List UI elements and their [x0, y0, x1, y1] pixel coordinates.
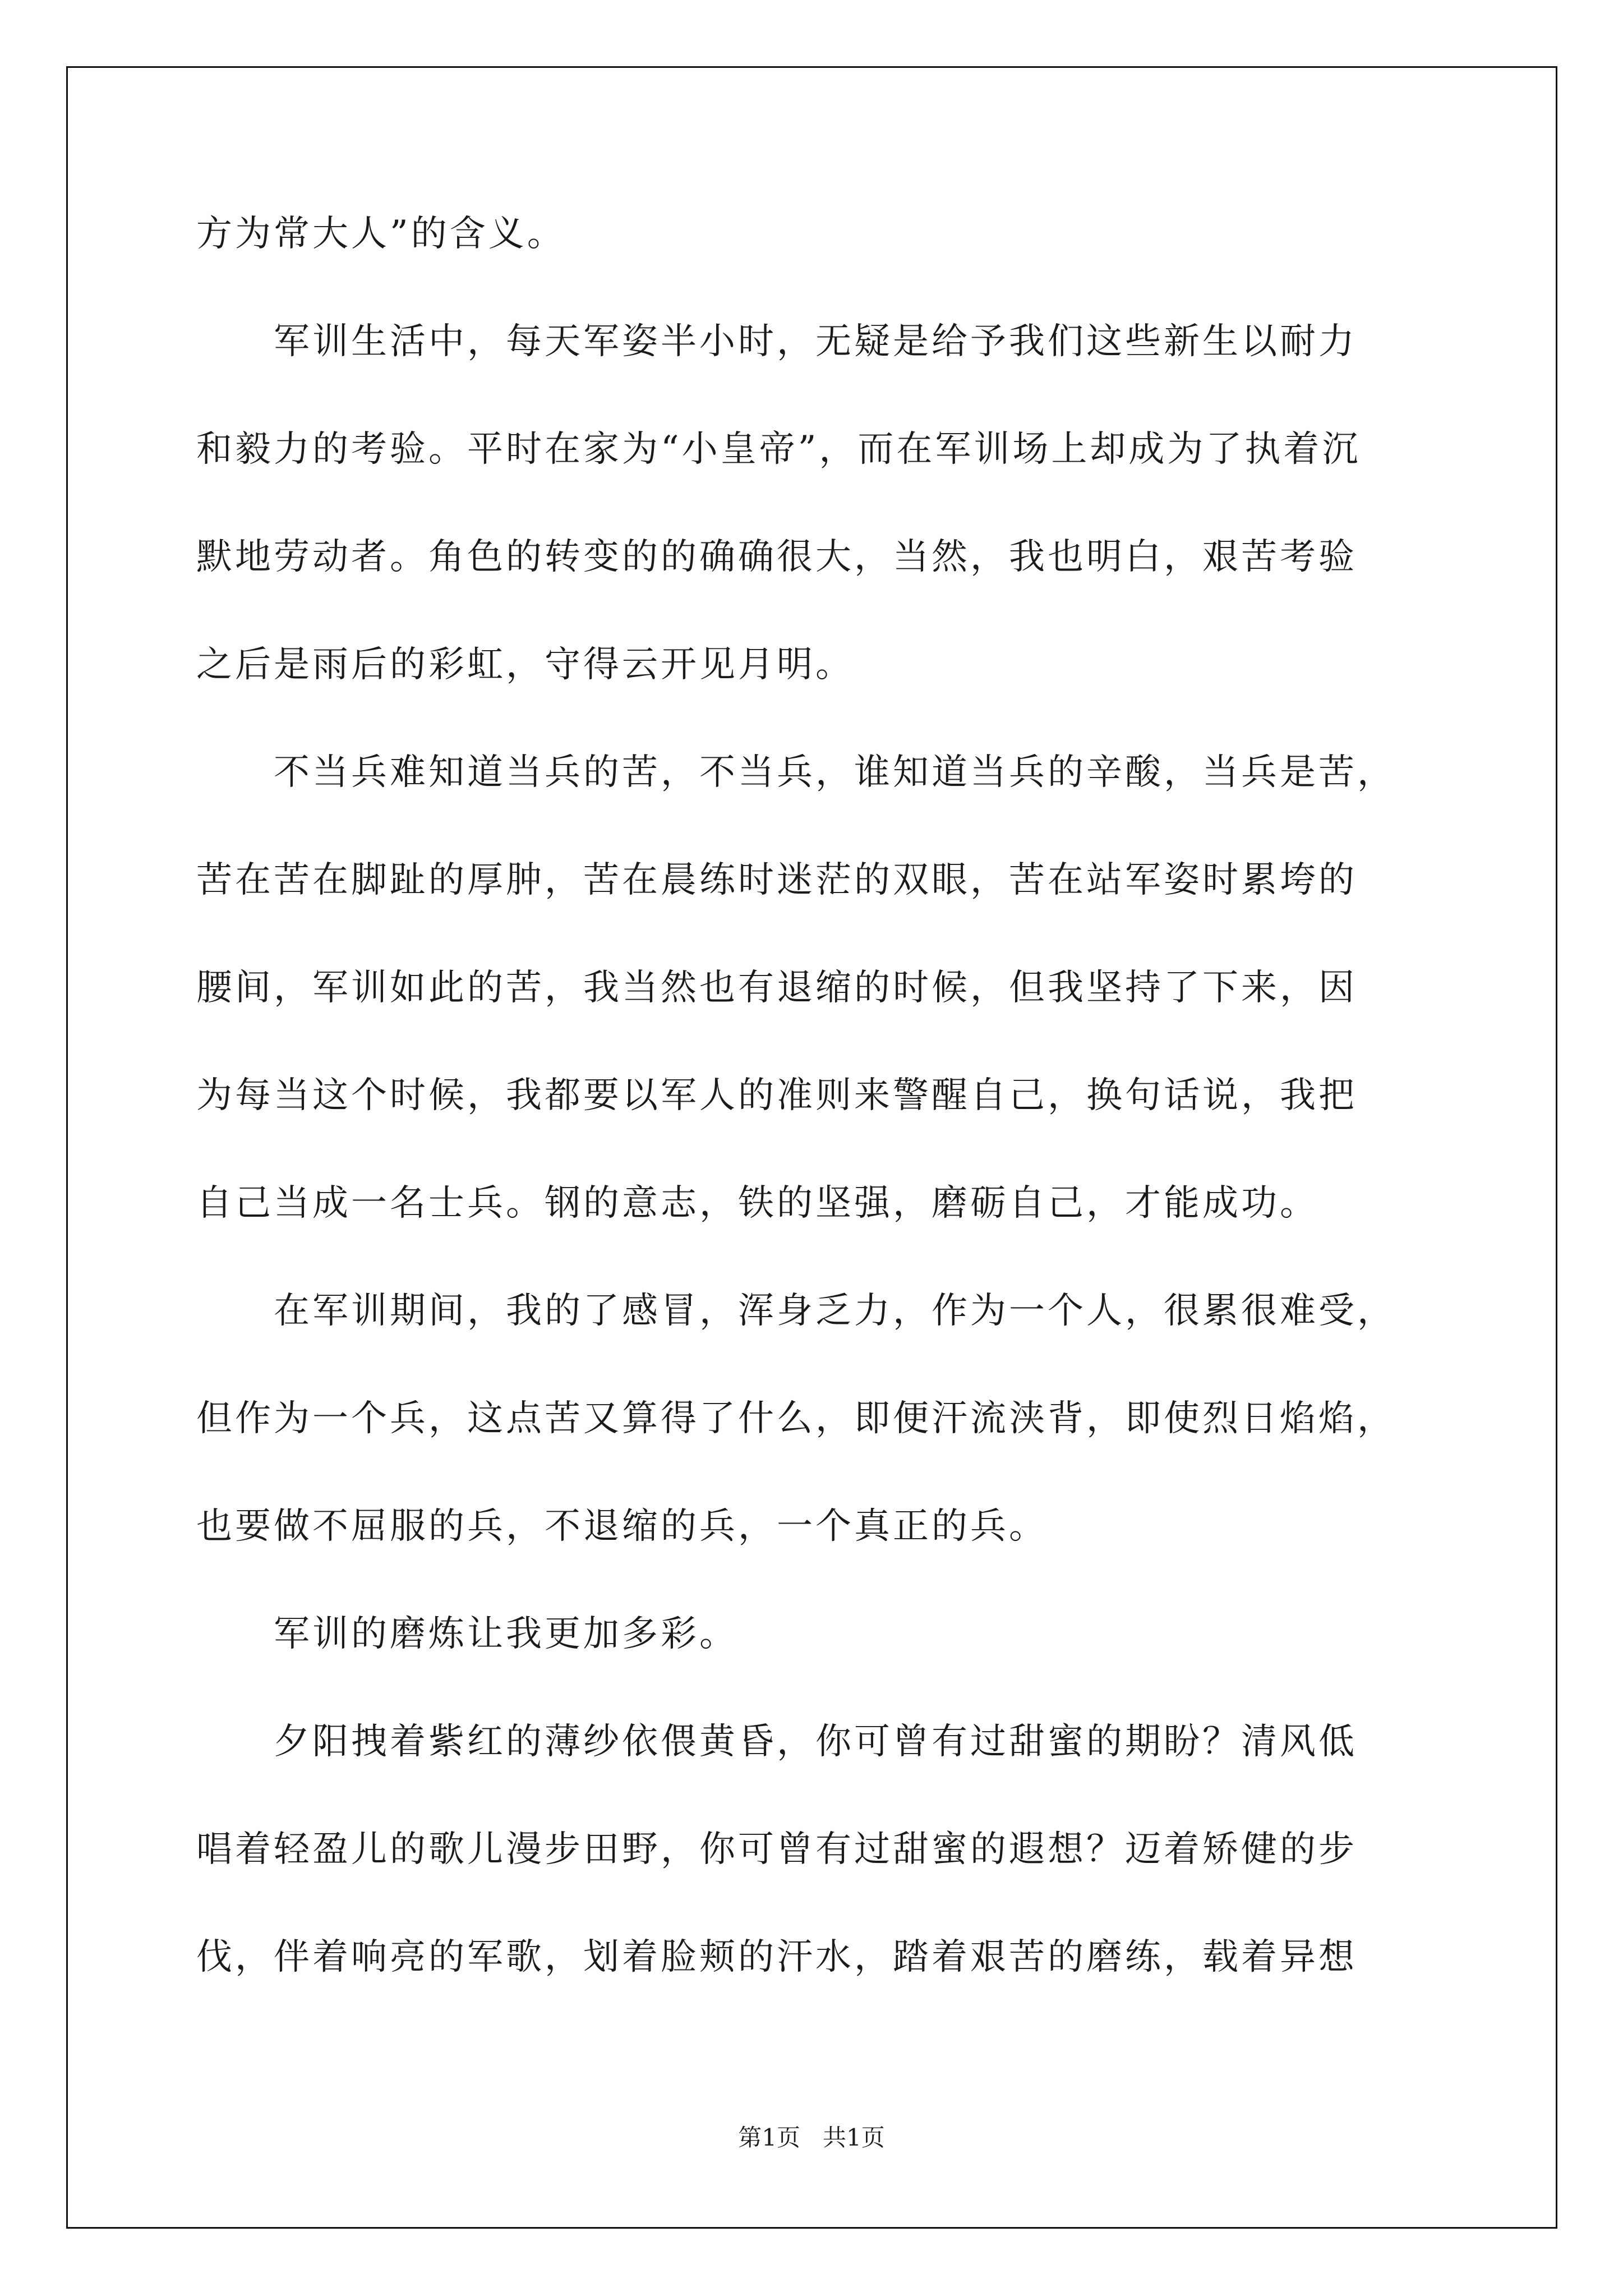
page-number: 第1页 [738, 2124, 800, 2151]
text-line-15: 夕阳拽着紫红的薄纱依偎黄昏，你可曾有过甜蜜的期盼？清风低 [196, 1721, 1357, 1763]
text-line-12: 但作为一个兵，这点苦又算得了什么，即便汗流浃背，即使烈日焰焰， [196, 1398, 1396, 1439]
text-line-11: 在军训期间，我的了感冒，浑身乏力，作为一个人，很累很难受， [196, 1290, 1396, 1332]
text-line-2: 军训生活中，每天军姿半小时，无疑是给予我们这些新生以耐力 [196, 321, 1357, 362]
text-line-4: 默地劳动者。角色的转变的的确确很大，当然，我也明白，艰苦考验 [196, 536, 1357, 578]
text-line-1: 方为常大人”的含义。 [196, 213, 566, 255]
text-line-5: 之后是雨后的彩虹，守得云开见月明。 [196, 644, 854, 685]
text-line-3: 和毅力的考验。平时在家为“小皇帝”，而在军训场上却成为了执着沉 [196, 429, 1361, 470]
text-line-9: 为每当这个时候，我都要以军人的准则来警醒自己，换句话说，我把 [196, 1075, 1357, 1116]
text-line-16: 唱着轻盈儿的歌儿漫步田野，你可曾有过甜蜜的遐想？迈着矫健的步 [196, 1829, 1357, 1870]
text-line-14: 军训的磨炼让我更加多彩。 [196, 1613, 738, 1655]
text-line-6: 不当兵难知道当兵的苦，不当兵，谁知道当兵的辛酸，当兵是苦， [196, 752, 1396, 793]
text-line-7: 苦在苦在脚趾的厚肿，苦在晨练时迷茫的双眼，苦在站军姿时累垮的 [196, 859, 1357, 901]
text-line-13: 也要做不屈服的兵，不退缩的兵，一个真正的兵。 [196, 1506, 1048, 1547]
text-line-10: 自己当成一名士兵。钢的意志，铁的坚强，磨砺自己，才能成功。 [196, 1182, 1318, 1224]
text-line-8: 腰间，军训如此的苦，我当然也有退缩的时候，但我坚持了下来，因 [196, 967, 1357, 1009]
page-total: 共1页 [823, 2124, 885, 2151]
page-footer [0, 2121, 1623, 2155]
page-border [66, 66, 1557, 2229]
text-line-17: 伐，伴着响亮的军歌，划着脸颊的汗水，踏着艰苦的磨练，载着异想 [196, 1936, 1357, 1978]
